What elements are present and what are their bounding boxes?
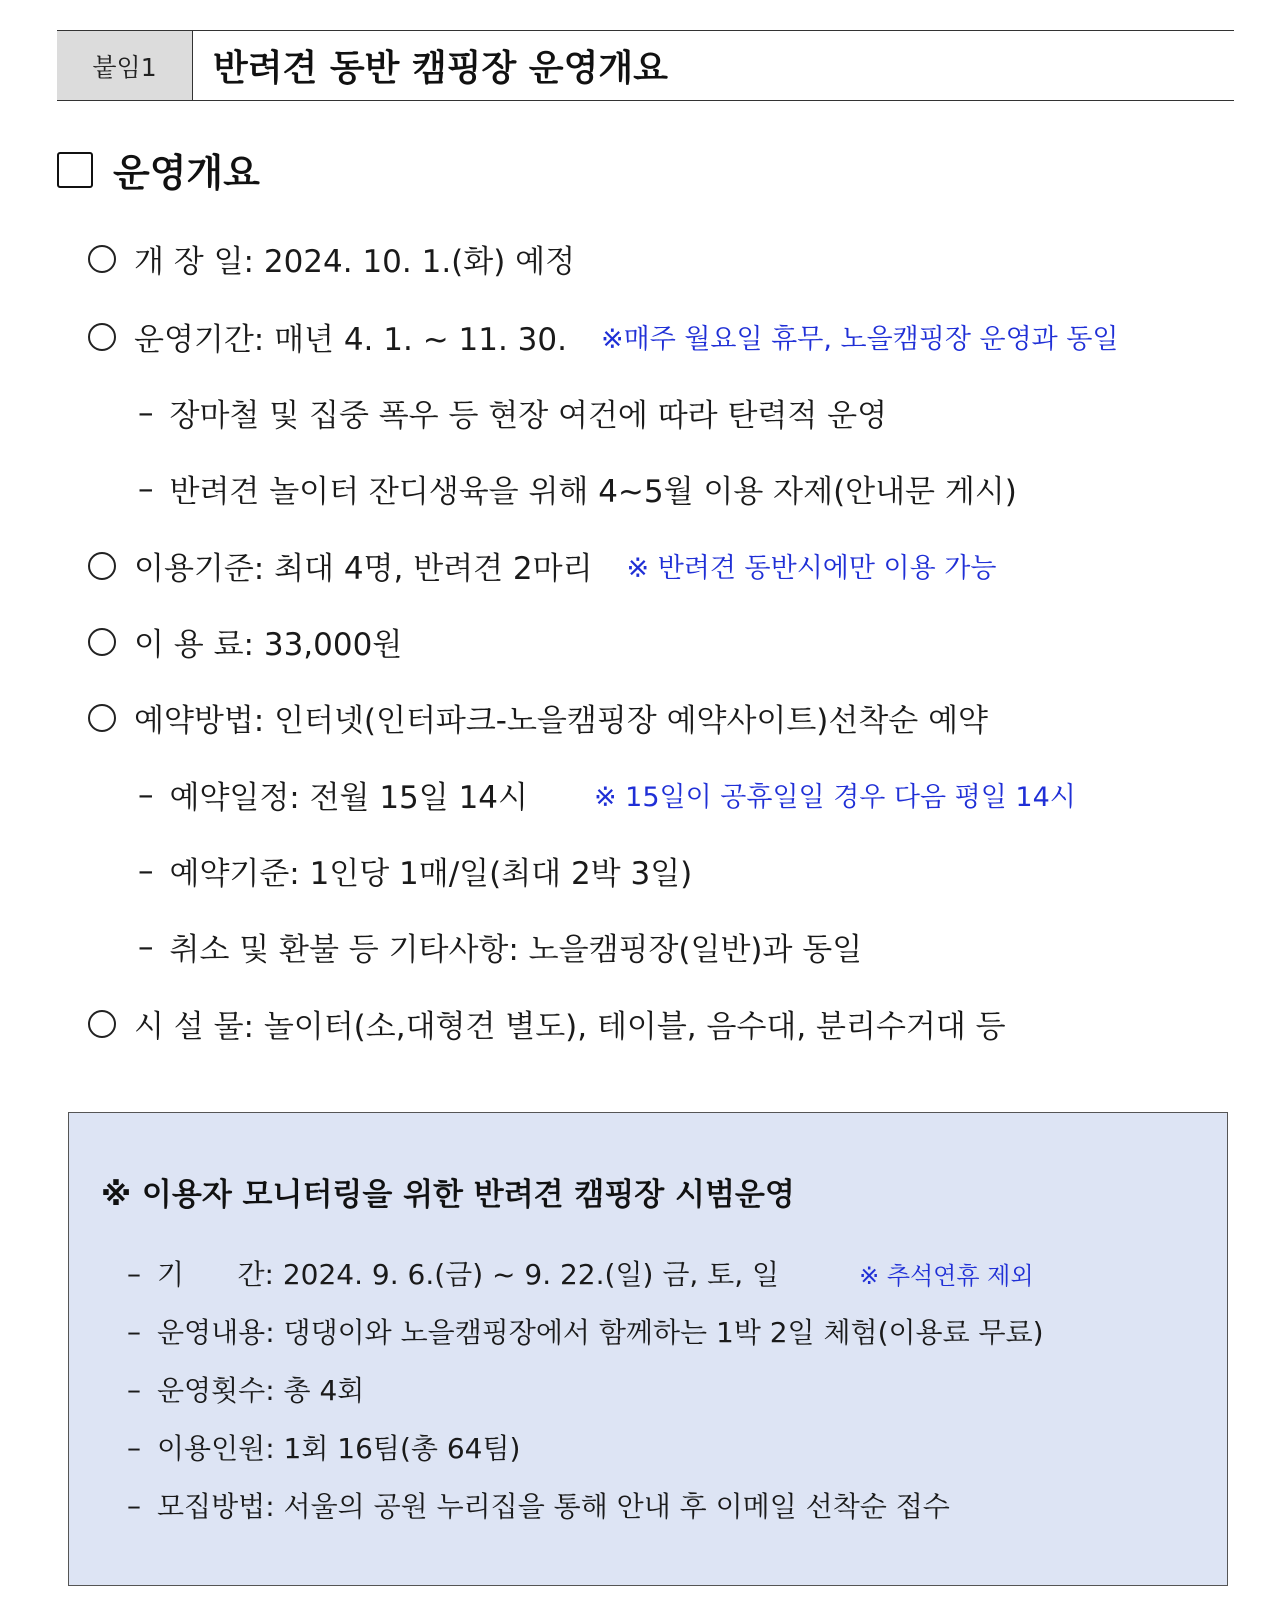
pilot-operation-box xyxy=(68,1112,1228,1586)
item-note: ※ 15일이 공휴일일 경우 다음 평일 14시 xyxy=(593,782,1076,813)
item-text: 장마철 및 집중 폭우 등 현장 여건에 따라 탄력적 운영 xyxy=(169,398,888,434)
circle-bullet-icon xyxy=(88,628,116,656)
box-line-content xyxy=(127,1311,1044,1351)
box-title: ※ 이용자 모니터링을 위한 반려견 캠핑장 시범운영 xyxy=(101,1177,795,1213)
dash-bullet: – xyxy=(138,776,154,813)
circle-bullet-icon xyxy=(88,245,116,273)
item-text: 예약기준: 1인당 1매/일(최대 2박 3일) xyxy=(169,856,693,892)
attachment-tag: 붙임1 xyxy=(57,31,193,100)
dash-bullet: – xyxy=(127,1430,141,1464)
dash-bullet: – xyxy=(138,852,154,889)
item-text: 이용기준: 최대 4명, 반려견 2마리 xyxy=(134,551,593,587)
dash-bullet: – xyxy=(127,1372,141,1406)
sub-item-reservation-schedule xyxy=(138,772,1076,817)
sub-item-reservation-criteria xyxy=(138,848,692,893)
item-text: 취소 및 환불 등 기타사항: 노을캠핑장(일반)과 동일 xyxy=(169,932,863,968)
dash-bullet: – xyxy=(138,394,154,431)
box-line-participants xyxy=(127,1427,520,1467)
item-text: 시 설 물: 놀이터(소,대형견 별도), 테이블, 음수대, 분리수거대 등 xyxy=(134,1009,1006,1045)
item-note: ※ 반려견 동반시에만 이용 가능 xyxy=(626,553,997,584)
box-line-text: 모집방법: 서울의 공원 누리집을 통해 안내 후 이메일 선착순 접수 xyxy=(157,1490,950,1523)
circle-bullet-icon xyxy=(88,704,116,732)
sub-item-cancellation xyxy=(138,924,862,969)
dash-bullet: – xyxy=(127,1314,141,1348)
box-line-text: 기 간: 2024. 9. 6.(금) ~ 9. 22.(일) 금, 토, 일 xyxy=(157,1258,780,1291)
list-item-facilities xyxy=(88,1001,1006,1046)
item-text: 예약방법: 인터넷(인터파크-노을캠핑장 예약사이트)선착순 예약 xyxy=(134,703,988,739)
list-item-operation-period xyxy=(88,314,1119,359)
box-line-text: 운영내용: 댕댕이와 노을캠핑장에서 함께하는 1박 2일 체험(이용료 무료) xyxy=(157,1316,1044,1349)
dash-bullet: – xyxy=(127,1488,141,1522)
circle-bullet-icon xyxy=(88,323,116,351)
list-item-usage-criteria xyxy=(88,543,996,588)
circle-bullet-icon xyxy=(88,552,116,580)
item-text: 개 장 일: 2024. 10. 1.(화) 예정 xyxy=(134,244,576,280)
square-bullet-icon xyxy=(57,152,93,188)
page-title: 반려견 동반 캠핑장 운영개요 xyxy=(213,48,668,89)
circle-bullet-icon xyxy=(88,1010,116,1038)
item-text: 예약일정: 전월 15일 14시 xyxy=(169,780,528,816)
box-line-text: 이용인원: 1회 16팀(총 64팀) xyxy=(157,1432,521,1465)
list-item-fee xyxy=(88,619,402,664)
dash-bullet: – xyxy=(127,1256,141,1290)
box-line-period xyxy=(127,1253,1034,1293)
item-text: 이 용 료: 33,000원 xyxy=(134,627,403,663)
box-line-note: ※ 추석연휴 제외 xyxy=(859,1261,1034,1290)
item-text: 반려견 놀이터 잔디생육을 위해 4~5월 이용 자제(안내문 게시) xyxy=(169,474,1017,510)
list-item-opening-date xyxy=(88,236,575,281)
item-note: ※매주 월요일 휴무, 노을캠핑장 운영과 동일 xyxy=(600,324,1119,355)
header-bar xyxy=(57,30,1234,101)
section-title: 운영개요 xyxy=(113,151,260,195)
sub-item-lawn-care xyxy=(138,466,1017,511)
sub-item-rainy-season xyxy=(138,390,887,435)
section-heading xyxy=(57,142,260,197)
dash-bullet: – xyxy=(138,470,154,507)
dash-bullet: – xyxy=(138,928,154,965)
box-line-text: 운영횟수: 총 4회 xyxy=(157,1374,365,1407)
box-line-count xyxy=(127,1369,364,1409)
box-line-recruitment xyxy=(127,1485,950,1525)
list-item-reservation-method xyxy=(88,695,988,740)
item-text: 운영기간: 매년 4. 1. ~ 11. 30. xyxy=(134,322,567,358)
